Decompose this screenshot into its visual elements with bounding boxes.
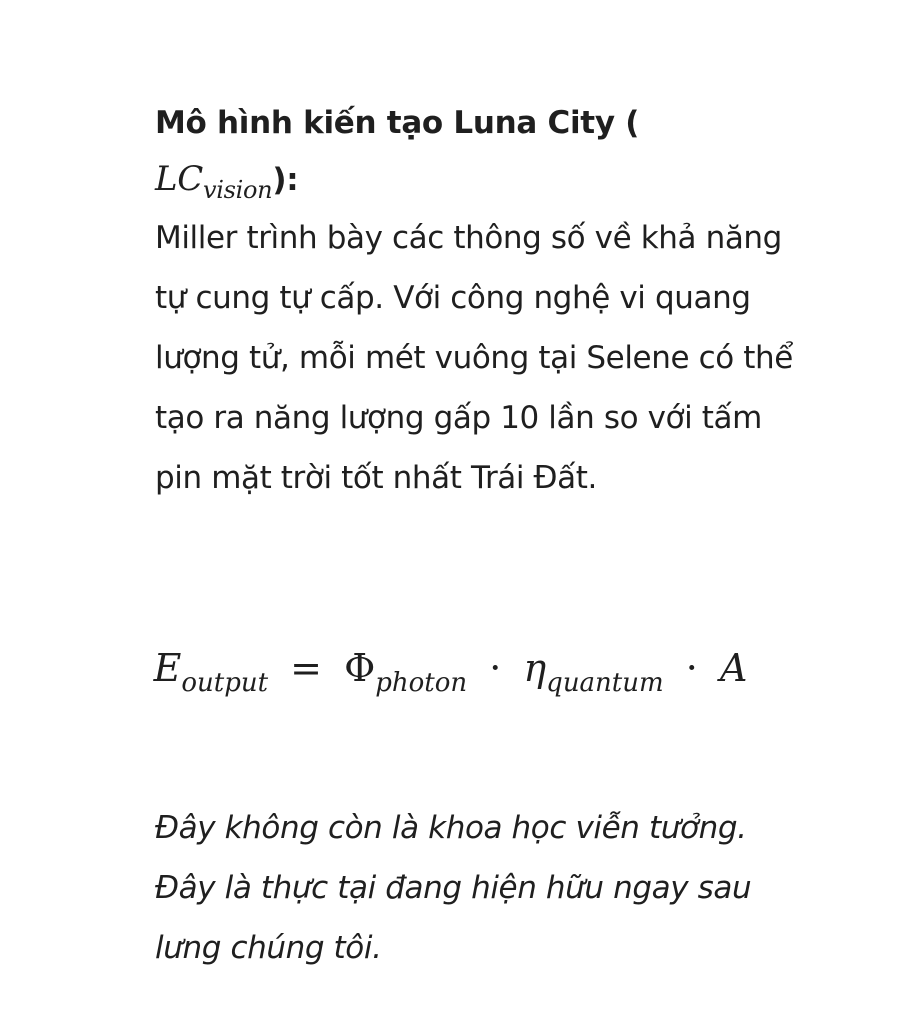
heading-math [155,159,273,204]
formula-dot-2: · [685,646,698,690]
formula-lhs-sub: output [181,668,269,698]
closing-quote: Đây không còn là khoa học viễn tưởng. Đây là thực tại đang hiện hữu ngay sau lưng chúng tôi. [155,810,752,966]
formula-term3-var: A [719,646,748,690]
formula-term1-var: Φ [344,646,376,690]
section-heading [155,95,795,208]
formula-term2-sub: quantum [546,668,664,698]
formula-term1-sub: photon [375,668,468,698]
formula-lhs-var: E [153,646,182,690]
formula-term2-var: η [523,646,547,690]
heading-tail: ): [272,162,299,198]
formula-dot-1: · [489,646,502,690]
formula-equals: = [290,646,322,690]
heading-math-base: LC [155,159,203,199]
body-paragraph: Miller trình bày các thông số về khả năng tự cung tự cấp. Với công nghệ vi quang lượng tử, mỗi mét vuông tại Selene có thể tạo ra năng lượng gấp 10 lần so với tấm pin mặt trời tốt nhất Trái Đất. [155,220,793,496]
article-body [155,95,795,508]
heading-text: Mô hình kiến tạo Luna City ( [155,105,640,141]
heading-math-subscript: vision [203,176,273,204]
energy-formula [0,638,901,698]
